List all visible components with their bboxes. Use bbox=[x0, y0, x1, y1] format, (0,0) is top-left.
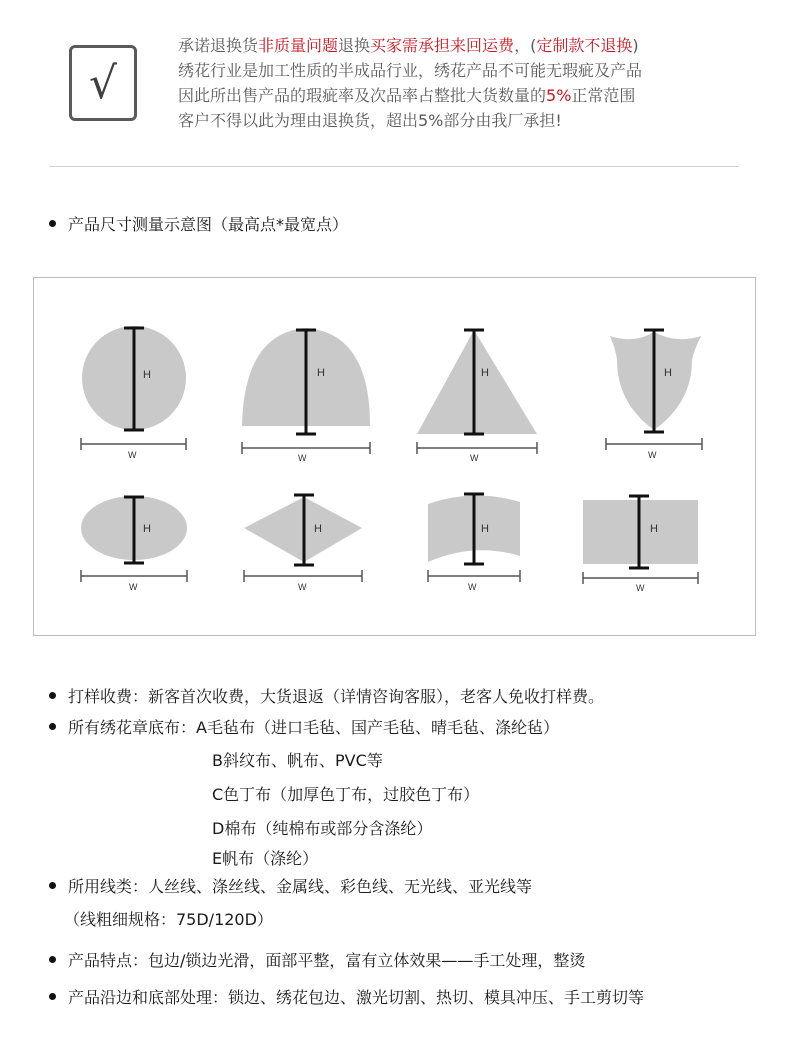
sample-fee-item: 打样收费：新客首次收费，大货退返（详情咨询客服），老客人免收打样费。 bbox=[49, 684, 604, 707]
thread-item: 所用线类：人丝线、涤丝线、金属线、彩色线、无光线、亚光线等 bbox=[49, 874, 532, 897]
notice-line-4: 客户不得以此为理由退换货，超出5%部分由我厂承担! bbox=[178, 111, 562, 130]
w-label: W bbox=[298, 582, 307, 592]
w-label: W bbox=[636, 583, 645, 593]
h-label: H bbox=[481, 523, 489, 535]
w-label: W bbox=[298, 453, 307, 463]
fabric-c: C色丁布（加厚色丁布，过胶色丁布） bbox=[212, 785, 480, 804]
shape-triangle bbox=[417, 330, 537, 434]
bullet-icon bbox=[49, 723, 56, 730]
bullet-icon bbox=[49, 692, 56, 699]
bullet-icon bbox=[49, 993, 56, 1000]
notice-line-1: 承诺退换货非质量问题退换买家需承担来回运费，(定制款不退换) bbox=[178, 36, 639, 55]
notice-line-3: 因此所出售产品的瑕疵率及次品率占整批大货数量的5%正常范围 bbox=[178, 86, 636, 105]
bullet-icon bbox=[49, 882, 56, 889]
h-label: H bbox=[481, 367, 489, 379]
w-label: W bbox=[129, 582, 138, 592]
bullet-icon bbox=[49, 956, 56, 963]
size-heading: 产品尺寸测量示意图（最高点*最宽点） bbox=[49, 212, 348, 235]
h-label: H bbox=[314, 523, 322, 535]
w-label: W bbox=[468, 582, 477, 592]
fabric-item: 所有绣花章底布：A毛毡布（进口毛毡、国产毛毡、晴毛毡、涤纶毡） bbox=[49, 715, 559, 738]
h-label: H bbox=[650, 523, 658, 535]
fabric-b: B斜纹布、帆布、PVC等 bbox=[212, 751, 383, 770]
diagram-svg bbox=[34, 278, 757, 637]
h-label: H bbox=[317, 367, 325, 379]
size-measurement-diagram bbox=[33, 277, 756, 636]
h-label: H bbox=[143, 369, 151, 381]
fabric-d: D棉布（纯棉布或部分含涤纶） bbox=[212, 819, 433, 838]
h-label: H bbox=[143, 523, 151, 535]
edge-processing-item: 产品沿边和底部处理：锁边、绣花包边、激光切割、热切、模具冲压、手工剪切等 bbox=[49, 985, 644, 1008]
checkmark-icon: √ bbox=[69, 45, 137, 121]
return-policy-notice bbox=[178, 33, 758, 133]
w-label: W bbox=[128, 450, 137, 460]
h-label: H bbox=[664, 367, 672, 379]
thread-spec: （线粗细规格：75D/120D） bbox=[64, 910, 273, 929]
w-label: W bbox=[470, 453, 479, 463]
features-item: 产品特点：包边/锁边光滑，面部平整，富有立体效果——手工处理，整烫 bbox=[49, 948, 585, 971]
fabric-e: E帆布（涤纶） bbox=[212, 849, 319, 868]
section-divider bbox=[49, 166, 739, 167]
w-label: W bbox=[648, 450, 657, 460]
bullet-icon bbox=[49, 220, 56, 227]
notice-line-2: 绣花行业是加工性质的半成品行业，绣花产品不可能无瑕疵及产品 bbox=[178, 61, 643, 80]
